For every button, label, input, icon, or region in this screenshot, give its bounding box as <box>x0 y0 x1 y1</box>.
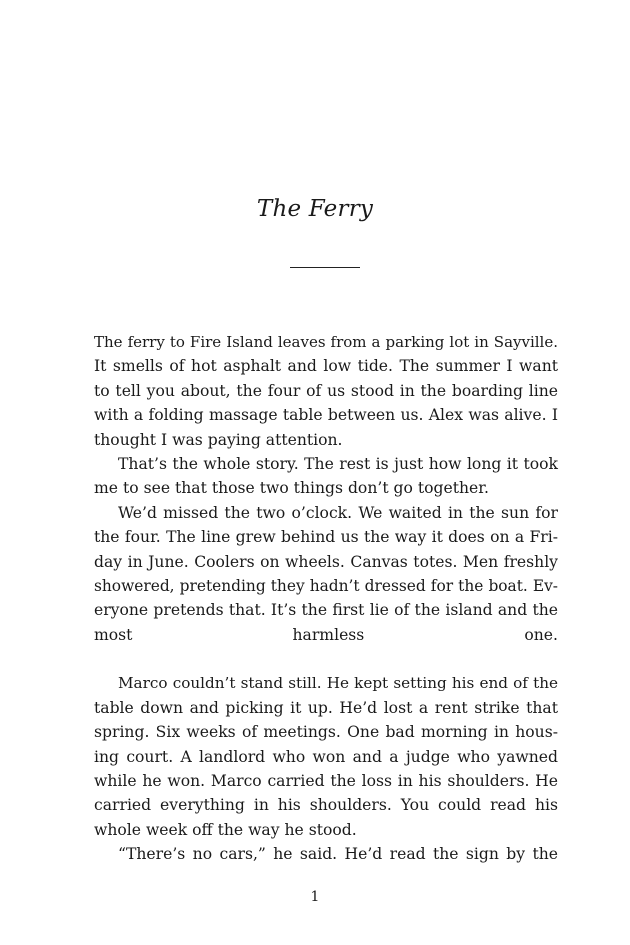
text-line: to tell you about, the four of us stood in the boarding line <box>94 381 558 400</box>
text-line: That’s the whole story. The rest is just how long it took <box>118 454 558 473</box>
text-line: showered, pretending they hadn’t dressed for the boat. Ev- <box>94 576 558 595</box>
text-line: The ferry to Fire Island leaves from a parking lot in Sayville. <box>94 333 558 351</box>
text-line: ing court. A landlord who won and a judge who yawned <box>94 747 558 766</box>
text-line: carried everything in his shoulders. You could read his <box>94 796 558 815</box>
text-line: while he won. Marco carried the loss in his shoulders. He <box>94 772 558 791</box>
text-line: with a folding massage table between us. Alex was alive. I <box>94 406 558 425</box>
paragraph <box>94 671 558 842</box>
paragraph <box>94 501 558 672</box>
text-line: Marco couldn’t stand still. He kept setting his end of the <box>118 674 558 693</box>
text-line: the four. The line grew behind us the way it does on a Fri- <box>94 528 558 547</box>
paragraph <box>94 842 558 866</box>
text-line: table down and picking it up. He’d lost a rent strike that <box>94 698 558 717</box>
body-text <box>94 330 558 867</box>
text-line: thought I was paying attention. <box>94 430 343 449</box>
text-line: eryone pretends that. It’s the first lie of the island and the <box>94 601 558 620</box>
paragraph <box>94 330 558 452</box>
title-divider <box>290 267 360 268</box>
paragraph <box>94 452 558 501</box>
text-line <box>94 647 558 671</box>
text-line: We’d missed the two o’clock. We waited in the sun for <box>118 503 558 522</box>
text-line: most harmless one. <box>94 625 558 644</box>
text-line: It smells of hot asphalt and low tide. The summer I want <box>94 357 558 376</box>
chapter-title: The Ferry <box>256 196 374 222</box>
text-line: “There’s no cars,” he said. He’d read the sign by the <box>118 845 558 864</box>
text-line: whole week off the way he stood. <box>94 820 357 839</box>
text-line: spring. Six weeks of meetings. One bad morning in hous- <box>94 723 558 742</box>
text-line: me to see that those two things don’t go together. <box>94 479 489 498</box>
page-number: 1 <box>310 889 320 905</box>
text-line: day in June. Coolers on wheels. Canvas totes. Men freshly <box>94 552 558 571</box>
